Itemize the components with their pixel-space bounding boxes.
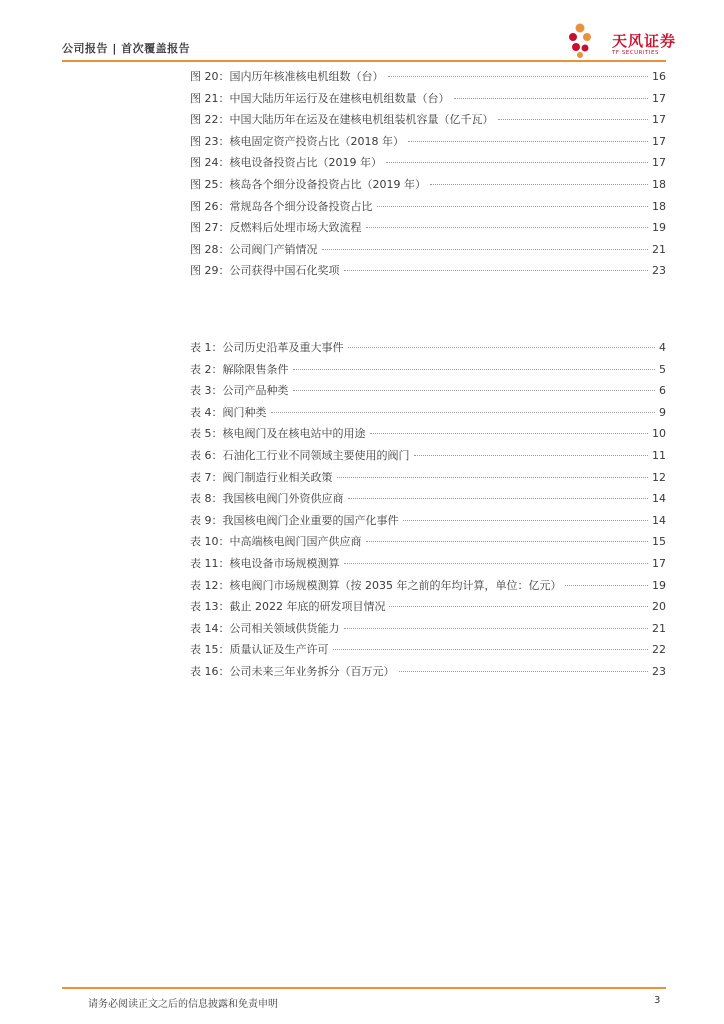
toc-entry-page: 6: [659, 384, 666, 398]
figure-index-entry[interactable]: [190, 90, 666, 112]
disclaimer-text: 请务必阅读正文之后的信息披露和免责申明: [88, 999, 278, 1010]
toc-entry-title: 图 24：核电设备投资占比（2019 年）: [190, 156, 382, 170]
toc-entry-page: 5: [659, 362, 666, 376]
toc-entry-title: 图 27：反燃料后处埋市场大致流程: [190, 221, 362, 235]
toc-entry-title: 图 21：中国大陆历年运行及在建核电机组数量（台）: [190, 91, 450, 105]
toc-entry-page: 17: [652, 556, 666, 570]
toc-entry-title: 表 4：阀门种类: [190, 405, 267, 419]
toc-entry-page: 15: [652, 535, 666, 549]
toc-entry-title: 图 28：公司阀门产销情况: [190, 242, 318, 256]
toc-entry-title: 图 29：公司获得中国石化奖项: [190, 264, 340, 278]
toc-entry-title: 表 1：公司历史沿革及重大事件: [190, 341, 344, 354]
figure-index-entry[interactable]: [190, 241, 666, 263]
table-index-entry[interactable]: [190, 663, 666, 685]
toc-entry-title: 图 26：常规岛各个细分设备投资占比: [190, 199, 373, 213]
dot-leader: [498, 119, 649, 120]
brand-name: 天风证券: [612, 32, 677, 50]
toc-entry-page: 16: [652, 70, 666, 83]
toc-entry-page: 18: [652, 177, 666, 191]
dot-leader: [348, 498, 649, 499]
toc-entry-title: 图 23：核电固定资产投资占比（2018 年）: [190, 134, 404, 148]
toc-entry-title: 表 9：我国核电阀门企业重要的国产化事件: [190, 513, 399, 527]
dot-leader: [322, 249, 649, 250]
dot-leader: [403, 520, 649, 521]
table-index-entry[interactable]: [190, 469, 666, 491]
toc-entry-page: 19: [652, 221, 666, 235]
dot-leader: [370, 433, 649, 434]
toc-entry-title: 表 3：公司产品种类: [190, 384, 289, 398]
dot-leader: [414, 455, 649, 456]
table-index-entry[interactable]: [190, 490, 666, 512]
dot-leader: [344, 563, 649, 564]
dot-leader: [344, 628, 649, 629]
table-index-entry[interactable]: [190, 425, 666, 447]
table-index-entry[interactable]: [190, 577, 666, 599]
toc-entry-page: 23: [652, 264, 666, 278]
dot-leader: [348, 347, 656, 348]
header-divider: [62, 60, 666, 62]
toc-entry-page: 17: [652, 91, 666, 105]
figure-index-entry[interactable]: [190, 154, 666, 176]
toc-entry-page: 12: [652, 470, 666, 484]
toc-entry-page: 11: [652, 448, 666, 462]
toc-entry-title: 表 16：公司未来三年业务拆分（百万元）: [190, 664, 395, 678]
toc-entry-title: 表 14：公司相关领域供货能力: [190, 621, 340, 635]
toc-entry-title: 表 2：解除限售条件: [190, 362, 289, 376]
figure-index-entry[interactable]: [190, 133, 666, 155]
figure-index-entry[interactable]: [190, 111, 666, 133]
table-index-entry[interactable]: [190, 620, 666, 642]
toc-entry-title: 表 8：我国核电阀门外资供应商: [190, 492, 344, 506]
dot-leader: [454, 98, 649, 99]
toc-entry-title: 表 7：阀门制造行业相关政策: [190, 470, 333, 484]
dot-leader: [337, 477, 649, 478]
toc-entry-title: 图 22：中国大陆历年在运及在建核电机组装机容量（亿千瓦）: [190, 113, 494, 127]
figure-index-entry[interactable]: [190, 198, 666, 220]
toc-entry-page: 22: [652, 643, 666, 657]
toc-entry-page: 17: [652, 113, 666, 127]
toc-entry-title: 图 25：核岛各个细分设备投资占比（2019 年）: [190, 177, 426, 191]
dot-leader: [408, 141, 648, 142]
toc-entry-page: 14: [652, 492, 666, 506]
table-index-entry[interactable]: [190, 447, 666, 469]
toc-entry-page: 21: [652, 242, 666, 256]
figure-index-entry[interactable]: [190, 219, 666, 241]
toc-entry-page: 4: [659, 341, 666, 354]
dot-leader: [366, 541, 649, 542]
report-type-label: 公司报告 | 首次覆盖报告: [62, 42, 191, 55]
dot-leader: [386, 162, 648, 163]
toc-entry-page: 10: [652, 427, 666, 441]
toc-entry-page: 18: [652, 199, 666, 213]
footer-divider: [62, 987, 666, 989]
table-index-entry[interactable]: [190, 533, 666, 555]
dot-leader: [293, 390, 656, 391]
toc-entry-page: 9: [659, 405, 666, 419]
figure-index-entry[interactable]: [190, 262, 666, 284]
toc-entry-page: 19: [652, 578, 666, 592]
figure-index-entry[interactable]: [190, 68, 666, 90]
dot-leader: [333, 649, 649, 650]
dot-leader: [293, 369, 656, 370]
table-index-entry[interactable]: [190, 339, 666, 361]
table-index-entry[interactable]: [190, 555, 666, 577]
brand-subtitle: TF SECURITIES: [612, 50, 659, 56]
dot-leader: [399, 671, 649, 672]
dot-leader: [565, 585, 648, 586]
toc-entry-page: 17: [652, 134, 666, 148]
toc-entry-title: 表 12：核电阀门市场规模测算（按 2035 年之前的年均计算，单位：亿元）: [190, 578, 562, 592]
page-number: 3: [654, 995, 661, 1006]
table-index-entry[interactable]: [190, 382, 666, 404]
toc-entry-title: 表 13：截止 2022 年底的研发项目情况: [190, 600, 386, 614]
toc-entry-title: 表 5：核电阀门及在核电站中的用途: [190, 427, 366, 441]
toc-entry-page: 21: [652, 621, 666, 635]
table-index-entry[interactable]: [190, 404, 666, 426]
table-index-entry[interactable]: [190, 512, 666, 534]
toc-entry-page: 14: [652, 513, 666, 527]
dot-leader: [344, 270, 649, 271]
table-index-entry[interactable]: [190, 641, 666, 663]
toc-entry-page: 23: [652, 664, 666, 678]
dot-leader: [366, 227, 649, 228]
dot-leader: [377, 206, 649, 207]
table-index-entry[interactable]: [190, 361, 666, 383]
toc-entry-title: 表 6：石油化工行业不同领域主要使用的阀门: [190, 448, 410, 462]
toc-entry-title: 表 15：质量认证及生产许可: [190, 643, 329, 657]
toc-entry-title: 图 20：国内历年核准核电机组数（台）: [190, 70, 384, 83]
toc-entry-title: 表 10：中高端核电阀门国产供应商: [190, 535, 362, 549]
table-index-entry[interactable]: [190, 598, 666, 620]
figure-index-list: [190, 68, 666, 284]
toc-entry-page: 17: [652, 156, 666, 170]
dot-leader: [271, 412, 656, 413]
table-index-list: [190, 339, 666, 685]
figure-index-entry[interactable]: [190, 176, 666, 198]
dot-leader: [389, 606, 648, 607]
dot-leader: [388, 76, 649, 77]
toc-entry-page: 20: [652, 600, 666, 614]
dot-leader: [430, 184, 648, 185]
toc-entry-title: 表 11：核电设备市场规模测算: [190, 556, 340, 570]
